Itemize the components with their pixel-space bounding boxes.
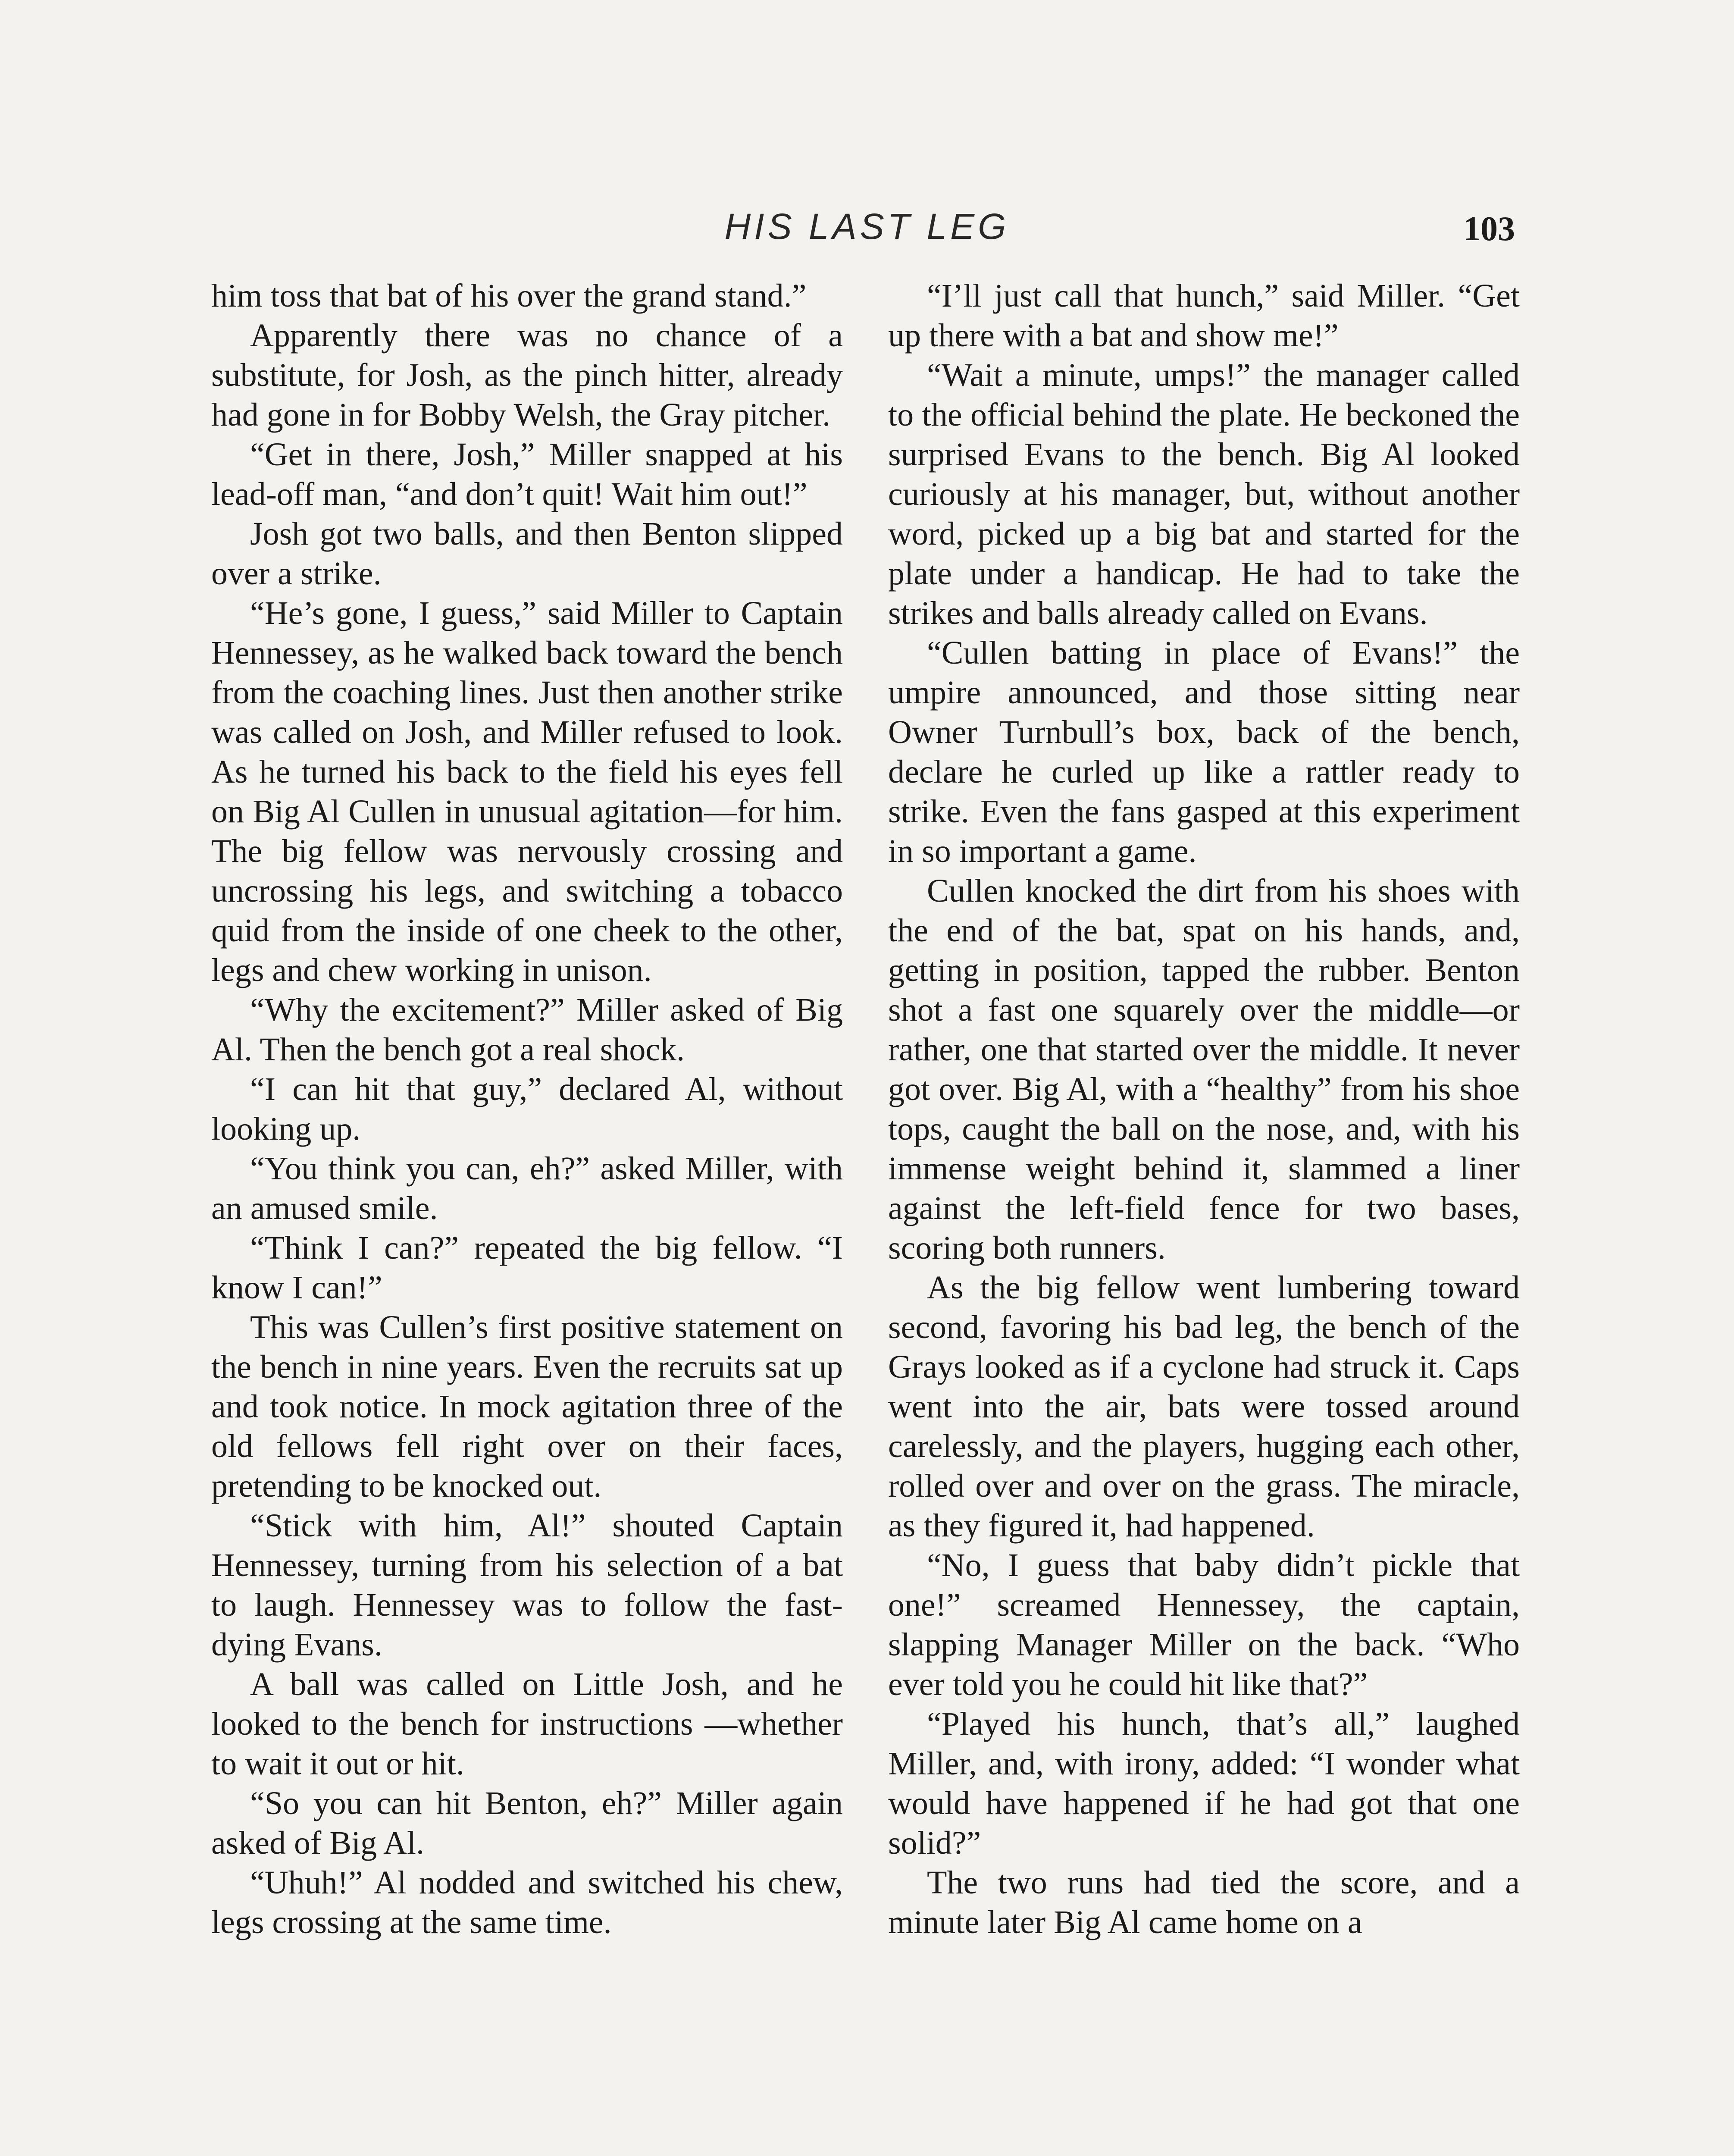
paragraph: “Why the excitement?” Miller asked of Big Al. Then the bench got a real shock. xyxy=(211,992,843,1068)
running-title: HIS LAST LEG xyxy=(724,206,1010,247)
paragraph: Josh got two balls, and then Benton slipped over a strike. xyxy=(211,516,843,592)
paragraph: “He’s gone, I guess,” said Miller to Captain Hennessey, as he walked back toward the bench from the coaching lines. Just then another strike was called on Josh, and Miller refused to look. As he turned his back to the field his eyes fell on Big Al Cullen in unusual agitation—for him. The big fellow was nervously crossing and uncrossing his legs, and switching a tobacco quid from the inside of one cheek to the other, legs and chew working in unison. xyxy=(211,595,843,988)
paragraph: The two runs had tied the score, and a minute later Big Al came home on a xyxy=(888,1865,1520,1940)
paragraph: him toss that bat of his over the grand stand.” xyxy=(211,278,807,314)
paragraph: “Stick with him, Al!” shouted Captain Hennessey, turning from his selection of a bat to laugh. Hennessey was to follow the fast-dying Evans. xyxy=(211,1507,843,1663)
paragraph: “Get in there, Josh,” Miller snapped at his lead-off man, “and don’t quit! Wait him out!” xyxy=(211,436,843,512)
paragraph: As the big fellow went lumbering toward second, favoring his bad leg, the bench of the Grays looked as if a cyclone had struck it. Caps went into the air, bats were tossed around carelessly, and the players, hugging each other, rolled over and over on the grass. The miracle, as they figured it, had happened. xyxy=(888,1269,1520,1544)
paragraph: “So you can hit Benton, eh?” Miller again asked of Big Al. xyxy=(211,1785,843,1861)
paragraph: A ball was called on Little Josh, and he looked to the bench for instructions —whether to wait it out or hit. xyxy=(211,1666,843,1782)
left-column xyxy=(211,276,843,1942)
paragraph: “Think I can?” repeated the big fellow. “I know I can!” xyxy=(211,1230,843,1306)
page-header xyxy=(211,203,1523,254)
paragraph: “No, I guess that baby didn’t pickle that one!” screamed Hennessey, the captain, slapping Manager Miller on the back. “Who ever told you he could hit like that?” xyxy=(888,1547,1520,1702)
paragraph: “Played his hunch, that’s all,” laughed Miller, and, with irony, added: “I wonder what would have happened if he had got that one solid?” xyxy=(888,1706,1520,1861)
paragraph: “Wait a minute, umps!” the manager called to the official behind the plate. He beckoned the surprised Evans to the bench. Big Al looked curiously at his manager, but, without another word, picked up a big bat and started for the plate under a handicap. He had to take the strikes and balls already called on Evans. xyxy=(888,357,1520,631)
paragraph: Cullen knocked the dirt from his shoes with the end of the bat, spat on his hands, and, getting in position, tapped the rubber. Benton shot a fast one squarely over the middle—or rather, one that started over the middle. It never got over. Big Al, with a “healthy” from his shoe tops, caught the ball on the nose, and, with his immense weight behind it, slammed a liner against the left-field fence for two bases, scoring both runners. xyxy=(888,873,1520,1266)
paragraph: “Cullen batting in place of Evans!” the umpire announced, and those sitting near Owner Turnbull’s box, back of the bench, declare he curled up like a rattler ready to strike. Even the fans gasped at this experiment in so important a game. xyxy=(888,635,1520,869)
right-column xyxy=(888,276,1520,1942)
paragraph: “Uhuh!” Al nodded and switched his chew, legs crossing at the same time. xyxy=(211,1865,843,1940)
paragraph: Apparently there was no chance of a substitute, for Josh, as the pinch hitter, already had gone in for Bobby Welsh, the Gray pitcher. xyxy=(211,317,843,433)
paragraph: “I can hit that guy,” declared Al, without looking up. xyxy=(211,1071,843,1147)
paragraph: “You think you can, eh?” asked Miller, with an amused smile. xyxy=(211,1150,843,1226)
page-number: 103 xyxy=(1463,210,1515,248)
paragraph: “I’ll just call that hunch,” said Miller. “Get up there with a bat and show me!” xyxy=(888,278,1520,354)
paragraph: This was Cullen’s first positive statement on the bench in nine years. Even the recruits sat up and took notice. In mock agitation three of the old fellows fell right over on their faces, pretending to be knocked out. xyxy=(211,1309,843,1504)
